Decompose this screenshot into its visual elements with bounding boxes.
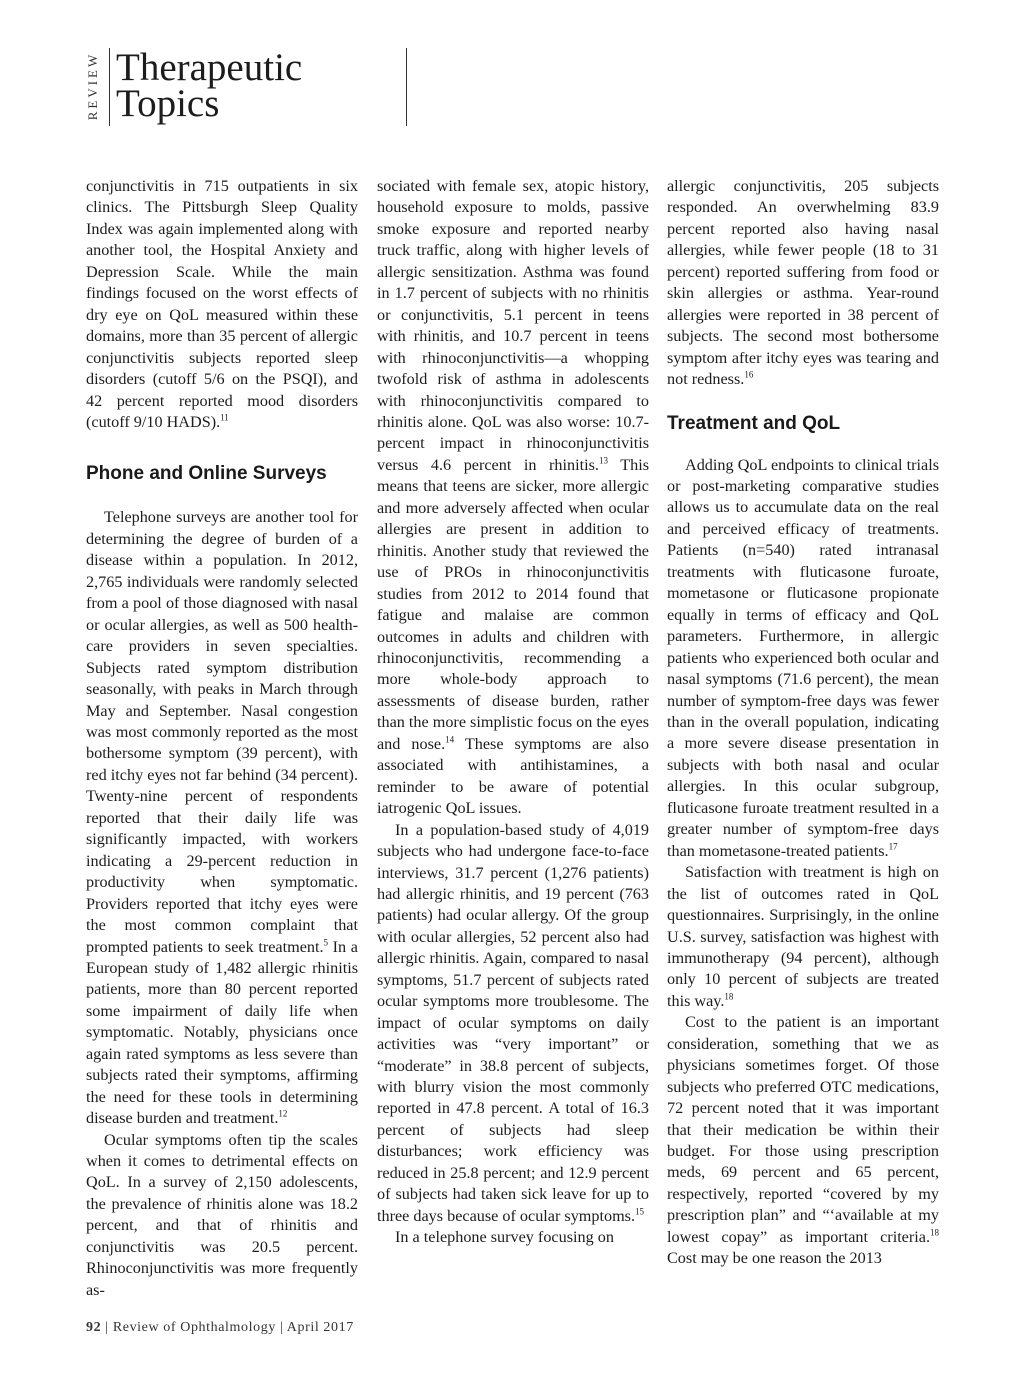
- reference-marker: 11: [220, 412, 229, 423]
- reference-marker: 17: [888, 841, 898, 852]
- issue-date: April 2017: [286, 1320, 354, 1335]
- reference-marker: 15: [635, 1206, 645, 1217]
- section-heading: Phone and Online Surveys: [86, 463, 327, 485]
- footer-separator: |: [101, 1320, 113, 1335]
- text-column-1: [86, 176, 358, 1301]
- paragraph: Adding QoL endpoints to clinical trials or post-marketing comparative studies allows us to accumulate data on the real and perceived efficacy of treatments. Patients (n=540) rated intranasal treatments with fluticasone furoate, mometasone or fluticasone propionate equally in terms of efficacy and QoL parameters. Furthermore, in allergic patients who experienced both ocular and nasal symptoms (71.6 percent), the mean number of symptom-free days was fewer than in the overall population, indicating a more severe disease presentation in subjects with both nasal and ocular allergies. In this ocular subgroup, fluticasone furoate treatment resulted in a greater number of symptom-free days than mometasone-treated patients.$^{17}$: [667, 455, 939, 860]
- paragraph: In a population-based study of 4,019 subjects who had undergone face-to-face interviews, 31.7 percent (1,276 patients) had allergic rhinitis, and 19 percent (763 patients) had ocular allergy. Of the group with ocular allergies, 52 percent also had allergic rhinitis. Again, compared to nasal symptoms, 51.7 percent of subjects rated ocular symptoms more troublesome. The impact of ocular symptoms on daily activities was “very important” or “moderate” in 38.8 percent of subjects, with blurry vision the most commonly reported in 47.8 percent. A total of 16.3 percent of subjects had sleep disturbances; work efficiency was reduced in 25.8 percent; and 12.9 percent of subjects had taken sick leave for up to three days because of ocular symptoms.$^{15}$: [377, 820, 649, 1225]
- page-footer: [86, 1320, 354, 1336]
- paragraph: Cost to the patient is an important consideration, something that we as physicians sometimes forget. Of those subjects who preferred OTC medications, 72 percent noted that it was important that their medication be within their budget. For those using prescription meds, 69 percent and 65 percent, respectively, reported “covered by my prescription plan” and “‘available at my lowest copay” as important criteria.$^{18}$ Cost may be one reason the 2013: [667, 1013, 939, 1268]
- title-line-2: Topics: [116, 82, 220, 125]
- header-divider-left: [109, 48, 110, 126]
- reference-marker: 18: [930, 1227, 939, 1238]
- paragraph: In a telephone survey focusing on: [395, 1228, 614, 1247]
- reference-marker: 12: [278, 1108, 288, 1119]
- reference-marker: 18: [724, 991, 734, 1002]
- page-number: 92: [86, 1320, 102, 1335]
- paragraph: sociated with female sex, atopic history, household exposure to molds, passive smoke exposure and reported nearby truck traffic, along with higher levels of allergic sensitization. Asthma was found in 1.7 percent of subjects with no rhinitis or conjunctivitis, 5.1 percent in teens with rhinitis, and 10.7 percent in teens with rhinoconjunctivitis—a whopping twofold risk of asthma in adolescents with rhinoconjunctivitis compared to rhinitis alone. QoL was also worse: 10.7-percent impact in rhinoconjunctivitis versus 4.6 percent in rhinitis.$^{13}$ This means that teens are sicker, more allergic and more adversely affected when ocular allergies are present in addition to rhinitis. Another study that reviewed the use of PROs in rhinoconjunctivitis studies from 2012 to 2014 found that fatigue and malaise are common outcomes in adults and children with rhinoconjunctivitis, recommending a more whole-body approach to assessments of disease burden, rather than the more simplistic focus on the eyes and nose.$^{14}$ These symptoms are also associated with antihistamines, a reminder to be aware of potential iatrogenic QoL issues.: [377, 177, 649, 818]
- section-tab: [82, 44, 104, 128]
- section-heading: Treatment and QoL: [667, 412, 841, 434]
- paragraph: conjunctivitis in 715 outpatients in six clinics. The Pittsburgh Sleep Quality Index was again implemented along with another tool, the Hospital Anxiety and Depression Scale. While the main findings focused on the worst effects of dry eye on QoL measured within these domains, more than 35 percent of allergic conjunctivitis subjects reported sleep disorders (cutoff 5/6 on the PSQI), and 42 percent reported mood disorders (cutoff 9/10 HADS).$^{11}$: [86, 177, 358, 431]
- journal-name: Review of Ophthalmology: [112, 1320, 276, 1335]
- reference-marker: 14: [445, 734, 455, 745]
- reference-marker: 13: [598, 455, 608, 466]
- header-divider-right: [406, 48, 407, 126]
- reference-marker: 5: [323, 937, 329, 948]
- reference-marker: 16: [744, 369, 754, 380]
- title-line-1: Therapeutic: [116, 46, 303, 89]
- text-column-3: [667, 176, 939, 1270]
- section-tab-label: REVIEW: [85, 51, 100, 121]
- footer-separator: |: [275, 1320, 287, 1335]
- paragraph: allergic conjunctivitis, 205 subjects responded. An overwhelming 83.9 percent reported also having nasal allergies, while fewer people (18 to 31 percent) reported suffering from food or skin allergies or asthma. Year-round allergies were reported in 38 percent of subjects. The second most bothersome symptom after itchy eyes was tearing and not redness.$^{16}$: [667, 177, 939, 389]
- paragraph: Ocular symptoms often tip the scales when it comes to detrimental effects on QoL. In a survey of 2,150 adolescents, the prevalence of rhinitis alone was 18.2 percent, and that of rhinitis and conjunctivitis was 20.5 percent. Rhinoconjunctivitis was more frequently as-: [86, 1130, 358, 1299]
- paragraph: Telephone surveys are another tool for determining the degree of burden of a disease within a population. In 2012, 2,765 individuals were randomly selected from a pool of those diagnosed with nasal or ocular allergies, as well as 500 health-care providers in seven specialties. Subjects rated symptom distribution seasonally, with peaks in March through May and September. Nasal congestion was most commonly reported as the most bothersome symptom (39 percent), with red itchy eyes not far behind (34 percent). Twenty-nine percent of respondents reported that their daily life was significantly impacted, with workers indicating a 29-percent reduction in productivity when symptomatic. Providers reported that itchy eyes were the most common complaint that prompted patients to seek treatment.$^5$ In a European study of 1,482 allergic rhinitis patients, more than 80 percent reported some impairment of daily life when symptomatic. Notably, physicians once again rated symptoms as less severe than subjects rated their symptoms, affirming the need for these tools in determining disease burden and treatment.$^{12}$: [86, 508, 358, 1128]
- page-title: [116, 46, 303, 125]
- text-column-2: [377, 176, 649, 1249]
- paragraph: Satisfaction with treatment is high on the list of outcomes rated in QoL questionnaires. Surprisingly, in the online U.S. survey, satisfaction was highest with immunotherapy (94 percent), although only 10 percent of subjects are treated this way.$^{18}$: [667, 863, 939, 1010]
